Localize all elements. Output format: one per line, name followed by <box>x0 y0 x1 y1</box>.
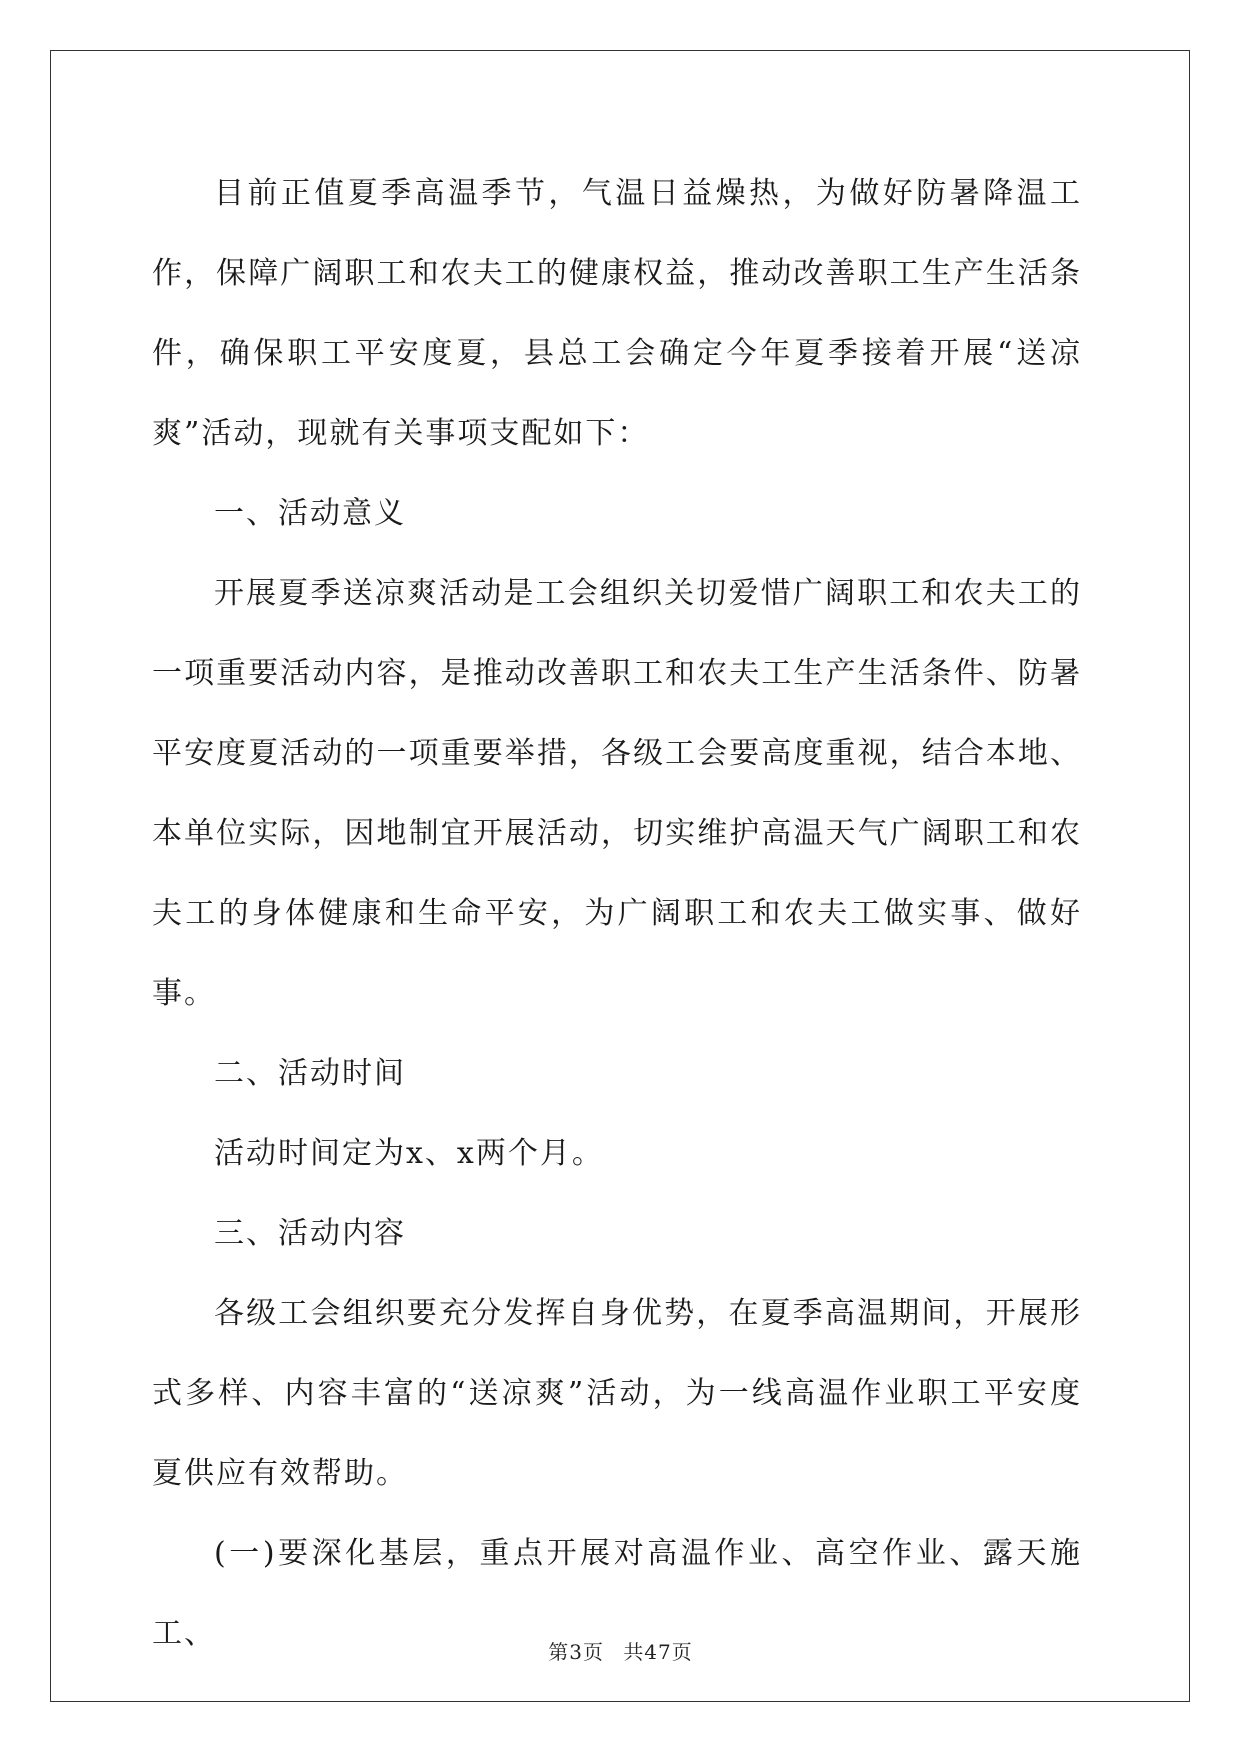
paragraph-content: 各级工会组织要充分发挥自身优势，在夏季高温期间，开展形式多样、内容丰富的“送凉爽”活动，为一线高温作业职工平安度夏供应有效帮助。 <box>152 1296 1082 1491</box>
heading-activity-content: 三、活动内容 <box>214 1216 406 1251</box>
page-footer <box>0 1636 1241 1665</box>
paragraph-intro: 目前正值夏季高温季节，气温日益燥热，为做好防暑降温工作，保障广阔职工和农夫工的健康权益，推动改善职工生产生活条件，确保职工平安度夏，县总工会确定今年夏季接着开展“送凉爽”活动，现就有关事项支配如下： <box>152 176 1082 451</box>
paragraph-item-1: (一)要深化基层，重点开展对高温作业、高空作业、露天施工、 <box>152 1536 1082 1651</box>
paragraph-time: 活动时间定为x、x两个月。 <box>214 1136 604 1171</box>
document-body <box>152 154 1082 1674</box>
heading-activity-time: 二、活动时间 <box>214 1056 406 1091</box>
page-total: 共47页 <box>623 1640 693 1664</box>
page-number: 第3页 <box>548 1640 604 1664</box>
heading-activity-significance: 一、活动意义 <box>214 496 406 531</box>
paragraph-significance: 开展夏季送凉爽活动是工会组织关切爱惜广阔职工和农夫工的一项重要活动内容，是推动改善职工和农夫工生产生活条件、防暑平安度夏活动的一项重要举措，各级工会要高度重视，结合本地、本单位实际，因地制宜开展活动，切实维护高温天气广阔职工和农夫工的身体健康和生命平安，为广阔职工和农夫工做实事、做好事。 <box>152 576 1082 1011</box>
